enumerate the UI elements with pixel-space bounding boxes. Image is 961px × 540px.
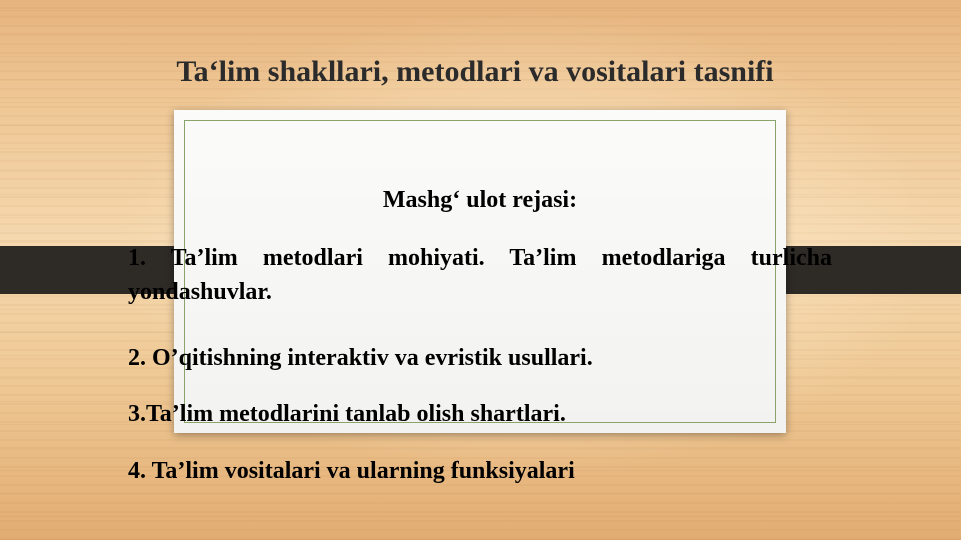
plan-item-1: 1. Ta’lim metodlari mohiyati. Ta’lim metodlariga turlicha yondashuvlar. bbox=[128, 245, 832, 305]
slide-title: Ta‘lim shakllari, metodlari va vositalari tasnifi bbox=[176, 55, 774, 88]
plan-item-3: 3.Ta’lim metodlarini tanlab olish shartlari. bbox=[128, 401, 566, 427]
plan-item-4: 4. Ta’lim vositalari va ularning funksiyalari bbox=[128, 458, 575, 484]
plan-item-2: 2. O’qitishning interaktiv va evristik usullari. bbox=[128, 345, 593, 371]
plan-heading: Mashg‘ ulot rejasi: bbox=[382, 187, 578, 213]
